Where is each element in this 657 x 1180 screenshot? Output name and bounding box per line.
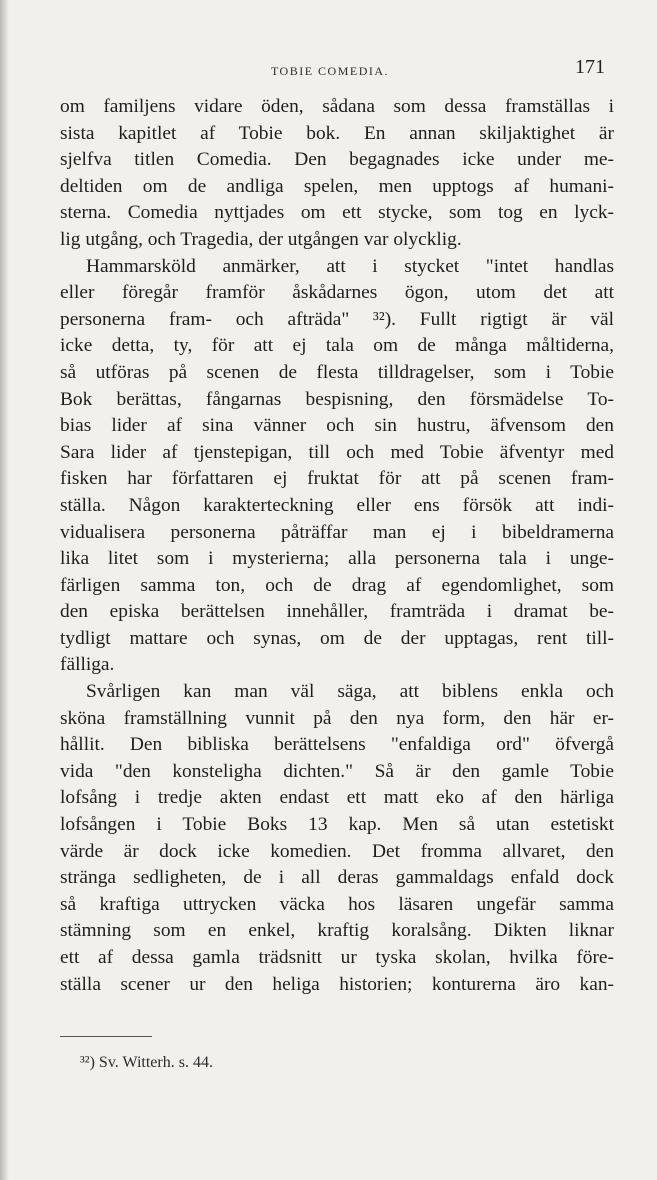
text-line: eller föregår framför åskådarnes ögon, utom det att: [60, 282, 614, 304]
text-line: tydligt mattare och synas, om de der upptagas, rent till-: [60, 627, 614, 649]
text-line: Sara lider af tjenstepigan, till och med Tobie äfventyr med: [60, 441, 614, 463]
text-line: lofsången i Tobie Boks 13 kap. Men så utan estetiskt: [60, 814, 614, 836]
text-line: så kraftiga uttrycken väcka hos läsaren ungefär samma: [60, 893, 614, 915]
text-line: ställa scener ur den heliga historien; konturerna äro kan-: [60, 973, 614, 995]
text-line: färligen samma ton, och de drag af egendomlighet, som: [60, 574, 614, 596]
body-text: [60, 94, 614, 998]
text-line: bias lider af sina vänner och sin hustru, äfvensom den: [60, 415, 614, 437]
footnote-divider: [60, 1036, 152, 1037]
text-line: icke detta, ty, för att ej tala om de många måltiderna,: [60, 335, 614, 357]
text-line: vida "den konsteligha dichten." Så är den gamle Tobie: [60, 760, 614, 782]
text-line: Bok berättas, fångarnas bespisning, den försmädelse To-: [60, 388, 614, 410]
text-line: personerna fram- och afträda" ³²). Fullt rigtigt är väl: [60, 308, 614, 330]
text-line: stämning som en enkel, kraftig koralsång. Dikten liknar: [60, 920, 614, 942]
text-line: lofsång i tredje akten endast ett matt eko af den härliga: [60, 787, 614, 809]
text-line: sjelfva titlen Comedia. Den begagnades icke under me-: [60, 149, 614, 171]
footnote-text: Sv. Witterh. s. 44.: [98, 1054, 213, 1071]
text-line: hållit. Den bibliska berättelsens "enfaldiga ord" öfvergå: [60, 734, 614, 756]
text-line: vidualisera personerna påträffar man ej i bibeldramerna: [60, 521, 614, 543]
text-line: deltiden om de andliga spelen, men upptogs af humani-: [60, 175, 614, 197]
text-line: ett af dessa gamla trädsnitt ur tyska skolan, hvilka före-: [60, 947, 614, 968]
text-line: så utföras på scenen de flesta tilldragelser, som i Tobie: [60, 361, 614, 383]
text-line: lig utgång, och Tragedia, der utgången var olycklig.: [60, 228, 462, 250]
text-line: stränga sedligheten, de i all deras gammaldags enfald dock: [60, 867, 614, 889]
text-line: Hammarsköld anmärker, att i stycket "intet handlas: [86, 255, 614, 277]
text-line: sterna. Comedia nyttjades om ett stycke, som tog en lyck-: [60, 202, 614, 224]
text-line: värde är dock icke komedien. Det fromma allvaret, den: [60, 840, 614, 862]
text-line: sista kapitlet af Tobie bok. En annan skiljaktighet är: [60, 122, 614, 144]
footnote: [80, 1054, 213, 1072]
footnote-marker: ³²): [80, 1054, 95, 1071]
text-line: lika litet som i mysterierna; alla personerna tala i unge-: [60, 548, 614, 570]
page-number: 171: [575, 56, 605, 78]
text-line: Svårligen kan man väl säga, att biblens enkla och: [86, 681, 614, 703]
text-line: ställa. Någon karakterteckning eller ens försök att indi-: [60, 494, 614, 516]
text-line: om familjens vidare öden, sådana som dessa framställas i: [60, 96, 614, 117]
text-line: den episka berättelsen innehåller, framträda i dramat be-: [60, 601, 614, 623]
text-line: fisken har författaren ej fruktat för att på scenen fram-: [60, 468, 614, 490]
running-head: TOBIE COMEDIA.: [270, 64, 390, 78]
text-line: sköna framställning vunnit på den nya form, den här er-: [60, 707, 614, 729]
text-line: fälliga.: [60, 654, 115, 676]
